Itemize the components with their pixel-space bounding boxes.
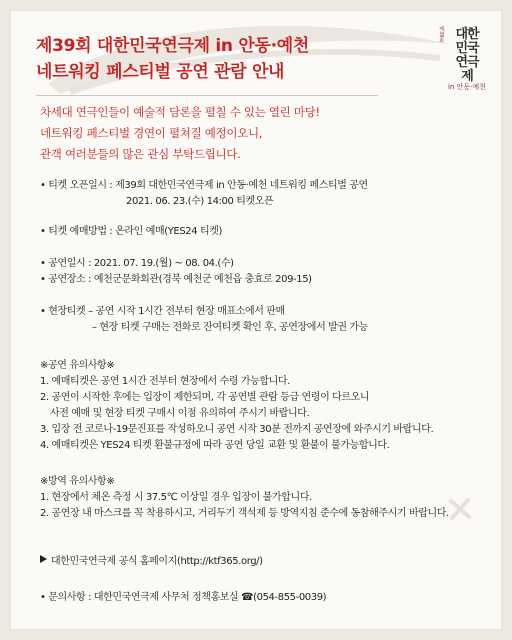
ticket-open-date: • 티켓 오픈일시 : 제39회 대한민국연극제 in 안동·예천 네트워킹 페스티벌 공연 xyxy=(40,180,368,191)
performance-period: • 공연일시 : 2021. 07. 19.(월) ~ 08. 04.(수) xyxy=(40,258,234,269)
quarantine-notice-item: 1. 현장에서 체온 측정 시 37.5℃ 이상일 경우 입장이 불가합니다. xyxy=(40,492,312,503)
logo-name-line-2: 민국 xyxy=(455,41,479,56)
logo-name-line-1: 대한 xyxy=(455,27,479,42)
intro-line-2: 네트워킹 페스티벌 경연이 펼쳐질 예정이오니, xyxy=(40,126,263,140)
performance-notice-item: 사전 예매 및 현장 티켓 구매시 이점 유의하여 주시기 바랍니다. xyxy=(50,408,310,419)
title-line-2: 네트워킹 페스티벌 공연 관람 안내 xyxy=(36,61,285,82)
onsite-ticket: • 현장티켓 – 공연 시작 1시간 전부터 현장 매표소에서 판매 xyxy=(40,306,285,317)
performance-notice-item: 1. 예매티켓은 공연 1시간 전부터 현장에서 수령 가능합니다. xyxy=(40,376,290,387)
onsite-ticket-note: – 현장 티켓 구매는 전화로 잔여티켓 확인 후, 공연장에서 발권 가능 xyxy=(92,322,368,333)
poster-title xyxy=(36,34,309,85)
play-arrow-icon xyxy=(40,555,47,563)
intro-line-1: 차세대 연극인들이 예술적 담론을 펼칠 수 있는 열린 마당! xyxy=(40,105,320,119)
x-mark-decoration-icon xyxy=(447,496,473,522)
performance-notice-item: 2. 공연이 시작한 후에는 입장이 제한되며, 각 공연별 관람 등급 연령이 다르오니 xyxy=(40,392,370,403)
title-line-1: 제39회 대한민국연극제 in 안동·예천 xyxy=(36,36,309,56)
title-divider xyxy=(36,95,378,96)
intro-line-3: 관객 여러분들의 많은 관심 부탁드립니다. xyxy=(40,147,241,161)
ticket-open-time: 2021. 06. 23.(수) 14:00 티켓오픈 xyxy=(126,196,274,207)
quarantine-notice-heading: ※방역 유의사항※ xyxy=(40,476,115,487)
logo-name-line-3: 연극제 xyxy=(455,55,479,84)
logo-number: 제39회 xyxy=(438,26,444,43)
performance-venue: • 공연장소 : 예천군문화회관(경북 예천군 예천읍 충효로 209-15) xyxy=(40,274,312,285)
quarantine-notice-item: 2. 공연장 내 마스크를 꼭 착용하시고, 거리두기 객석제 등 방역지침 준수에 동참해주시기 바랍니다. xyxy=(40,508,449,519)
homepage-link[interactable]: 대한민국연극제 공식 홈페이지(http://ktf365.org/) xyxy=(51,556,263,567)
homepage-link-row xyxy=(40,554,263,570)
performance-notice-item: 4. 예매티켓은 YES24 티켓 환불규정에 따라 공연 당일 교환 및 환불이 불가능합니다. xyxy=(40,440,390,451)
ticket-method: • 티켓 예매방법 : 온라인 예매(YES24 티켓) xyxy=(40,226,223,237)
festival-logo xyxy=(436,20,496,96)
performance-notice-item: 3. 입장 전 코로나-19문진표를 작성하오니 공연 시작 30분 전까지 공연장에 와주시기 바랍니다. xyxy=(40,424,434,435)
contact-info: • 문의사항 : 대한민국연극제 사무처 정책홍보실 ☎(054-855-0039) xyxy=(40,592,327,603)
logo-name xyxy=(450,28,484,84)
performance-notice-heading: ※공연 유의사항※ xyxy=(40,360,115,371)
intro-text xyxy=(40,102,320,165)
logo-subtitle: in 안동·예천 xyxy=(448,83,486,91)
